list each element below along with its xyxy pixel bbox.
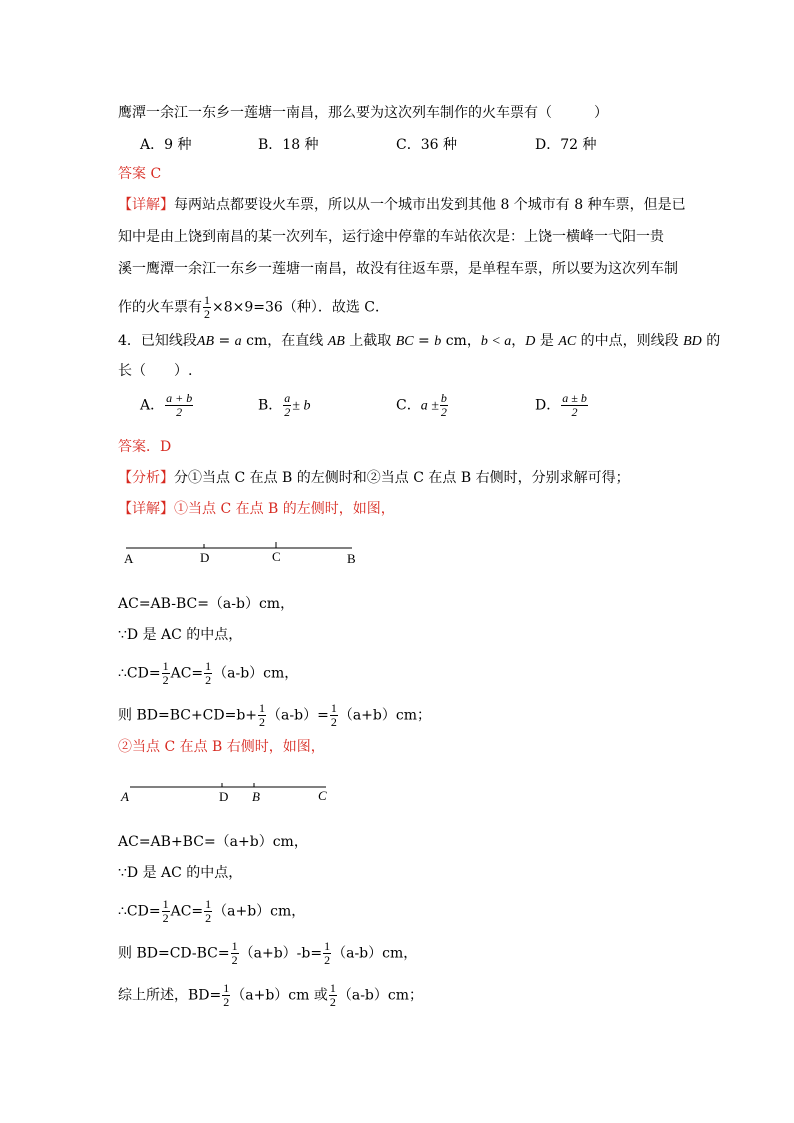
case1-line-2: ∵D 是 AC 的中点， <box>118 627 243 643</box>
case2-line-2: ∵D 是 AC 的中点， <box>118 865 243 881</box>
q3-detail-line-4: 作的火车票有 $\frac{1}{2}$ ×8×9=36（种）．故选 C． <box>118 293 389 321</box>
fraction-half: $\frac{1}{2}$ <box>204 293 210 321</box>
q3-option-b: B．18 种 <box>258 137 319 153</box>
q4-option-b: B． $\frac{a}{2}$ ± b <box>258 391 311 419</box>
figure-2-segment <box>118 778 338 806</box>
q4-option-a: A． $\frac{a + b}{2}$ <box>140 391 193 419</box>
q3-detail-line-3: 溪一鹰潭一余江一东乡一莲塘一南昌，故没有往返车票，是单程车票，所以要为这次列车制 <box>118 261 678 277</box>
q3-answer: 答案 C <box>118 166 162 182</box>
q4-option-c: C．a ± $\frac{b}{2}$ <box>396 391 447 419</box>
q3-detail-line-1: 【详解】每两站点都要设火车票，所以从一个城市出发到其他 8 个城市有 8 种车票，但是已 <box>118 197 686 213</box>
case1-line-4: 则 BD=BC+CD=b+ $\frac{1}{2}$ （a-b）= $\frac{1}{2}$ （a+b）cm； <box>118 701 431 729</box>
case1-line-3: ∴CD= $\frac{1}{2}$ AC= $\frac{1}{2}$ （a-b）cm， <box>118 659 299 687</box>
q3-stem-tail: 鹰潭一余江一东乡一莲塘一南昌，那么要为这次列车制作的火车票有（ ） <box>118 105 608 121</box>
fig1-label-c: C <box>272 549 281 564</box>
case2-line-4: 则 BD=CD-BC= $\frac{1}{2}$ （a+b）-b= $\frac{1}{2}$ （a-b）cm， <box>118 939 418 967</box>
q3-option-c: C．36 种 <box>396 137 457 153</box>
q4-answer: 答案．D <box>118 439 172 455</box>
fig1-label-d: D <box>200 550 210 565</box>
q4-stem-line-1: 4．已知线段AB = a cm，在直线 AB 上截取 BC = b cm，b < a，D 是 AC 的中点，则线段 BD 的 <box>118 333 721 349</box>
q4-analysis: 【分析】分①当点 C 在点 B 的左侧时和②当点 C 在点 B 右侧时，分别求解可得； <box>118 470 630 486</box>
q3-detail-line-2: 知中是由上饶到南昌的某一次列车，运行途中停靠的车站依次是：上饶一横峰一弋阳一贵 <box>118 229 664 245</box>
figure-1-segment <box>118 538 368 570</box>
fig1-label-a: A <box>124 551 134 566</box>
case2-line-3: ∴CD= $\frac{1}{2}$ AC= $\frac{1}{2}$ （a+b）cm， <box>118 897 306 925</box>
case2-line-1: AC=AB+BC=（a+b）cm， <box>118 834 308 850</box>
q4-stem-line-2: 长（ ）. <box>118 363 193 379</box>
q3-option-a: A．9 种 <box>140 137 192 153</box>
fig1-label-b: B <box>347 551 356 566</box>
summary-line: 综上所述，BD= $\frac{1}{2}$ （a+b）cm 或 $\frac{1}{2}$ （a-b）cm； <box>118 981 424 1009</box>
q3-detail-tag: 【详解】 <box>118 197 174 213</box>
case2-heading: ②当点 C 在点 B 右侧时，如图， <box>118 739 325 755</box>
fig2-label-c: C <box>318 788 327 803</box>
fig2-label-d: D <box>219 789 229 804</box>
q3-option-d: D．72 种 <box>535 137 597 153</box>
q4-option-d: D． $\frac{a \pm b}{2}$ <box>535 391 587 419</box>
fig2-label-b: B <box>252 789 260 804</box>
case1-line-1: AC=AB-BC=（a-b）cm， <box>118 596 295 612</box>
fig2-label-a: A <box>121 789 129 804</box>
q4-detail-case1: 【详解】①当点 C 在点 B 的左侧时，如图， <box>118 501 395 517</box>
